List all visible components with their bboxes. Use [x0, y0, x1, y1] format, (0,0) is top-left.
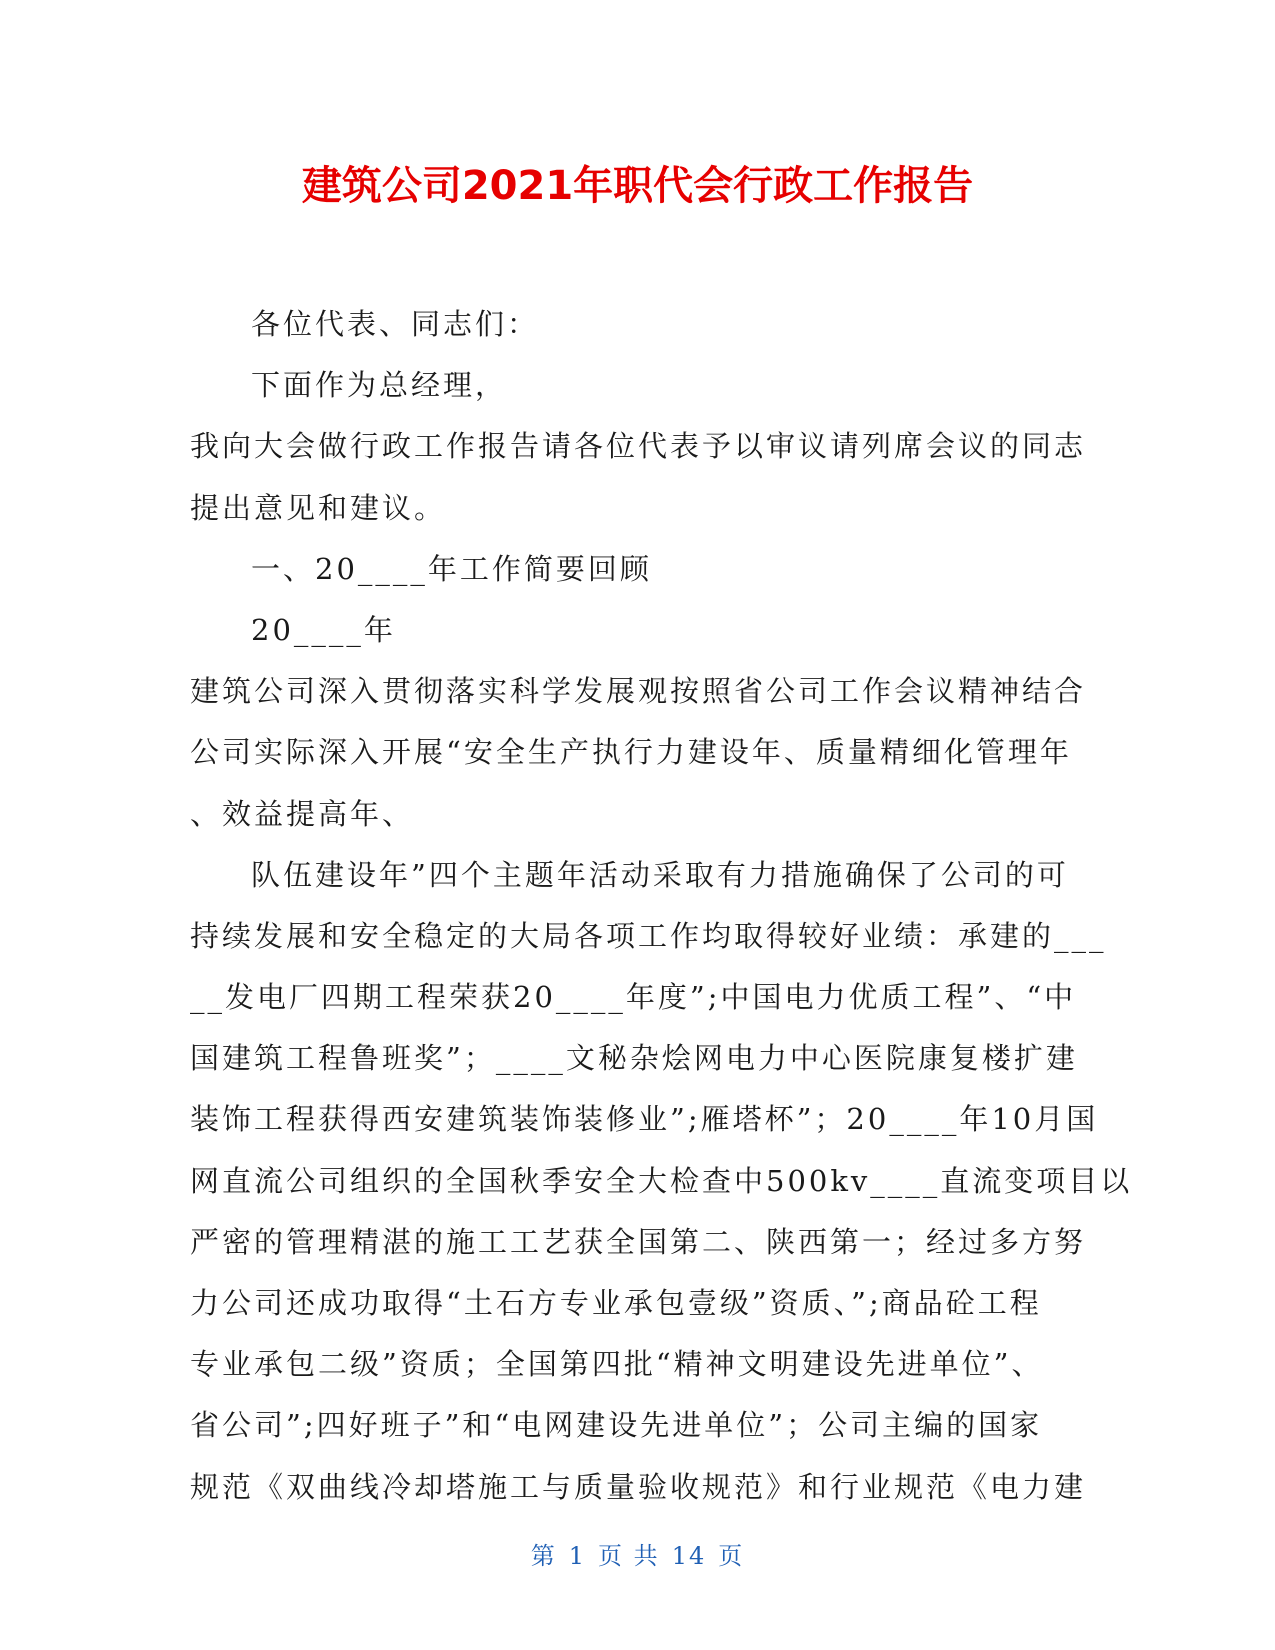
paragraph-line: 省公司”;四好班子”和“电网建设先进单位”；公司主编的国家 [190, 1408, 1043, 1443]
paragraph-line: 规范《双曲线冷却塔施工与质量验收规范》和行业规范《电力建 [190, 1469, 1087, 1504]
document-title: 建筑公司2021年职代会行政工作报告 [301, 163, 974, 209]
footer-page-number: 1 [568, 1542, 587, 1570]
paragraph-line: __发电厂四期工程荣获20____年度”;中国电力优质工程”、“中 [190, 980, 1077, 1015]
footer-middle: 页 共 [598, 1542, 660, 1570]
paragraph-line: 国建筑工程鲁班奖”；____文秘杂烩网电力中心医院康复楼扩建 [190, 1041, 1078, 1076]
footer-total-pages: 14 [671, 1542, 707, 1570]
paragraph-line: 建筑公司深入贯彻落实科学发展观按照省公司工作会议精神结合 [190, 674, 1087, 709]
paragraph-line: 提出意见和建议。 [190, 490, 447, 525]
paragraph-line: 严密的管理精湛的施工工艺获全国第二、陕西第一；经过多方努 [190, 1224, 1087, 1259]
footer-suffix: 页 [718, 1542, 745, 1570]
page-footer [0, 1540, 1275, 1572]
paragraph-line: 专业承包二级”资质；全国第四批“精神文明建设先进单位”、 [190, 1347, 1044, 1382]
paragraph-line: 力公司还成功取得“土石方专业承包壹级”资质、”;商品砼工程 [190, 1286, 1042, 1320]
footer-prefix: 第 [530, 1542, 557, 1570]
paragraph-line: 下面作为总经理， [251, 368, 508, 403]
paragraph-line: 网直流公司组织的全国秋季安全大检查中500kv____直流变项目以 [190, 1163, 1133, 1198]
paragraph-line: 持续发展和安全稳定的大局各项工作均取得较好业绩：承建的___ [190, 918, 1107, 953]
paragraph-line: 装饰工程获得西安建筑装饰装修业”;雁塔杯”；20____年10月国 [190, 1102, 1099, 1137]
paragraph-line: 公司实际深入开展“安全生产执行力建设年、质量精细化管理年 [190, 735, 1072, 770]
document-body [190, 294, 1133, 1518]
salutation-line: 各位代表、同志们： [251, 307, 540, 341]
paragraph-line: 我向大会做行政工作报告请各位代表予以审议请列席会议的同志 [190, 429, 1087, 464]
paragraph-line: 20____年 [251, 612, 396, 647]
paragraph-line: 、效益提高年、 [190, 796, 415, 831]
section-heading: 一、20____年工作简要回顾 [251, 551, 652, 586]
paragraph-line: 队伍建设年”四个主题年活动采取有力措施确保了公司的可 [251, 857, 1069, 892]
